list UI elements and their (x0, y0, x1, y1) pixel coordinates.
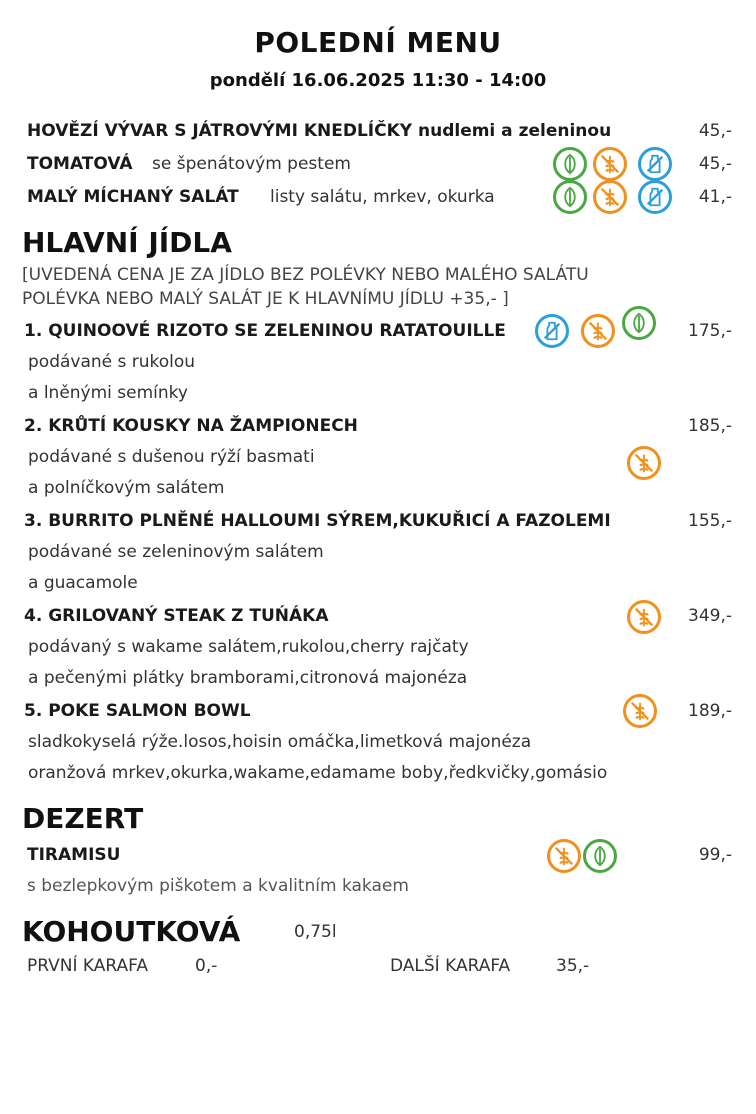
gluten-free-icon (593, 147, 627, 181)
lactose-free-icon (638, 147, 672, 181)
dish-3-price: 155,- (688, 511, 732, 531)
dish-1-desc-1: podávané s rukolou (28, 352, 196, 372)
salad-price: 41,- (698, 187, 732, 207)
vegan-icon (553, 147, 587, 181)
dish-4-desc-2: a pečenými plátky bramborami,citronová majonéza (28, 668, 468, 688)
vegan-icon (622, 306, 656, 340)
price-note-line-2: POLÉVKA NEBO MALÝ SALÁT JE K HLAVNÍMU JÍDLU +35,- ] (22, 289, 509, 309)
dish-1-price: 175,- (688, 321, 732, 341)
dessert-price: 99,- (698, 845, 732, 865)
gluten-free-icon (593, 180, 627, 214)
gluten-free-icon (547, 839, 581, 873)
dish-5-desc-2: oranžová mrkev,okurka,wakame,edamame boby,ředkvičky,gomásio (28, 763, 608, 783)
dish-2-desc-1: podávané s dušenou rýží basmati (28, 447, 315, 467)
first-carafe-price: 0,- (195, 956, 218, 976)
dish-3-desc-2: a guacamole (28, 573, 138, 593)
vegan-icon (553, 180, 587, 214)
salad-extra: listy salátu, mrkev, okurka (270, 187, 495, 207)
next-carafe-price: 35,- (556, 956, 590, 976)
soup-1-price: 45,- (698, 121, 732, 141)
tap-water-heading: KOHOUTKOVÁ (22, 915, 241, 948)
page-title: POLEDNÍ MENU (254, 26, 502, 59)
first-carafe-label: PRVNÍ KARAFA (27, 956, 148, 976)
soup-2-extra: se špenátovým pestem (152, 154, 351, 174)
dish-4-price: 349,- (688, 606, 732, 626)
dish-1-desc-2: a lněnými semínky (28, 383, 188, 403)
gluten-free-icon (623, 694, 657, 728)
dish-2-price: 185,- (688, 416, 732, 436)
dish-3-desc-1: podávané se zeleninovým salátem (28, 542, 324, 562)
vegan-icon (583, 839, 617, 873)
next-carafe-label: DALŠÍ KARAFA (390, 956, 511, 976)
dish-5-name: 5. POKE SALMON BOWL (24, 701, 251, 721)
dish-2-name: 2. KRŮTÍ KOUSKY NA ŽAMPIONECH (24, 416, 358, 436)
dish-1-name: 1. QUINOOVÉ RIZOTO SE ZELENINOU RATATOUILLE (24, 321, 506, 341)
soup-1-name: HOVĚZÍ VÝVAR S JÁTROVÝMI KNEDLÍČKY nudlemi a zeleninou (27, 121, 612, 141)
main-dishes-heading: HLAVNÍ JÍDLA (22, 226, 232, 259)
dish-5-price: 189,- (688, 701, 732, 721)
dessert-heading: DEZERT (22, 802, 144, 835)
soup-2-name: TOMATOVÁ (27, 154, 133, 174)
gluten-free-icon (627, 600, 661, 634)
gluten-free-icon (581, 314, 615, 348)
soup-2-price: 45,- (698, 154, 732, 174)
price-note-line-1: [UVEDENÁ CENA JE ZA JÍDLO BEZ POLÉVKY NEBO MALÉHO SALÁTU (22, 265, 589, 285)
lactose-free-icon (638, 180, 672, 214)
dish-4-desc-1: podávaný s wakame salátem,rukolou,cherry rajčaty (28, 637, 469, 657)
dish-3-name: 3. BURRITO PLNĚNÉ HALLOUMI SÝREM,KUKUŘICÍ A FAZOLEMI (24, 511, 611, 531)
date-time-line: pondělí 16.06.2025 11:30 - 14:00 (209, 70, 547, 91)
dish-2-desc-2: a polníčkovým salátem (28, 478, 225, 498)
lactose-free-icon (535, 314, 569, 348)
dessert-desc: s bezlepkovým piškotem a kvalitním kakaem (27, 876, 409, 896)
carafe-volume: 0,75l (294, 922, 337, 942)
dish-4-name: 4. GRILOVANÝ STEAK Z TUŃÁKA (24, 606, 329, 626)
dessert-name: TIRAMISU (27, 845, 121, 865)
dish-5-desc-1: sladkokyselá rýže.losos,hoisin omáčka,limetková majonéza (28, 732, 532, 752)
salad-name: MALÝ MÍCHANÝ SALÁT (27, 187, 239, 207)
gluten-free-icon (627, 446, 661, 480)
